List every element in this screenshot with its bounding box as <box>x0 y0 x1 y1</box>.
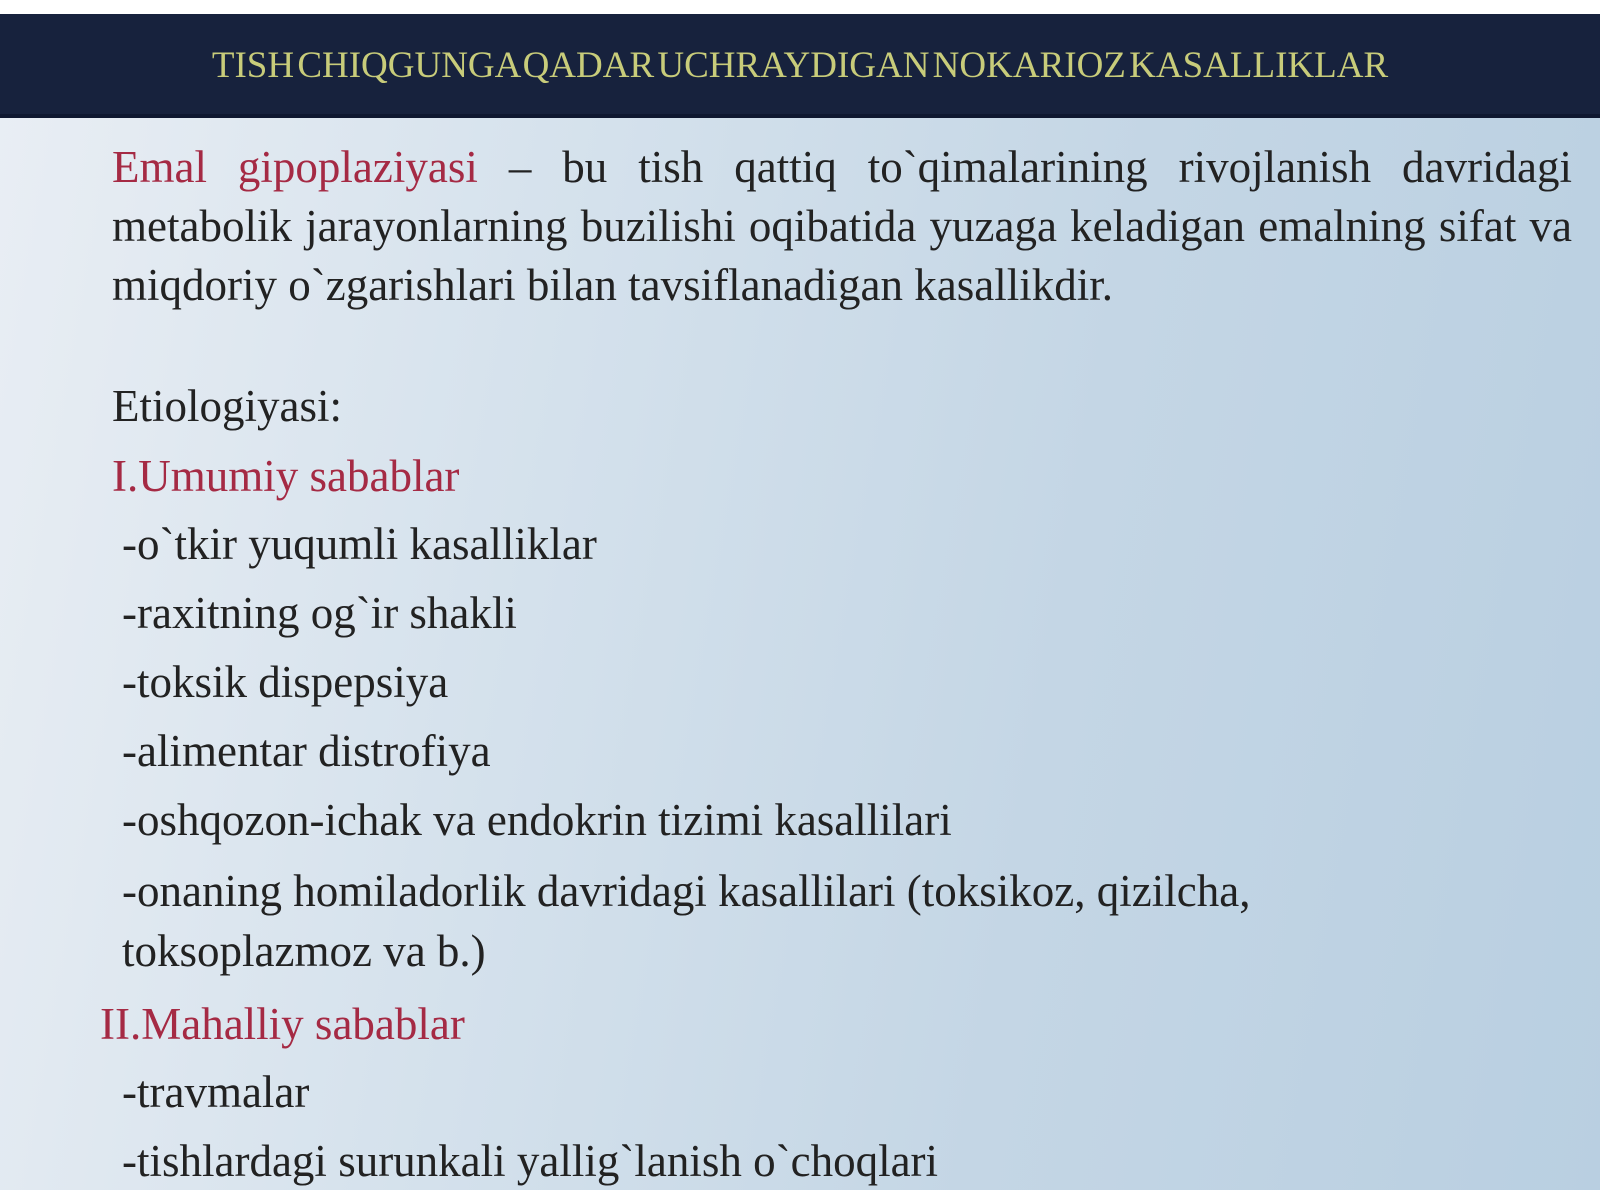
list-item: -tishlardagi surunkali yallig`lanish o`choqlari <box>122 1136 939 1186</box>
definition-term: Emal gipoplaziyasi <box>112 142 478 192</box>
list-item: -alimentar distrofiya <box>122 726 491 776</box>
slide <box>0 14 1600 1190</box>
slide-title: TISH CHIQGUNGA QADAR UCHRAYDIGAN NOKARIOZ KASALLIKLAR <box>211 44 1389 86</box>
general-causes-heading: I.Umumiy sabablar <box>112 451 460 501</box>
definition-text: – bu tish qattiq to`qimalarining rivojlanish davridagi metabolik jarayonlarning buzilishi oqibatida yuzaga keladigan emalning sifat va miqdoriy o`zgarishlari bilan tavsiflanadigan kasallikdir. <box>112 142 1572 310</box>
etiology-label: Etiologiyasi: <box>112 381 342 431</box>
list-item: -onaning homiladorlik davridagi kasallilari (toksikoz, qizilcha, toksoplazmoz va b.) <box>122 866 1251 976</box>
list-item: -travmalar <box>122 1067 310 1117</box>
definition-paragraph <box>112 138 1572 315</box>
local-causes-list <box>122 1064 938 1190</box>
general-causes-list <box>122 516 1482 994</box>
list-item: -raxitning og`ir shakli <box>122 588 517 638</box>
local-causes-heading: II.Mahalliy sabablar <box>100 999 465 1049</box>
slide-content <box>0 118 1600 1190</box>
list-item: -toksik dispepsiya <box>122 657 449 707</box>
list-item: -oshqozon-ichak va endokrin tizimi kasallilari <box>122 795 952 845</box>
title-bar <box>0 14 1600 118</box>
list-item: -o`tkir yuqumli kasalliklar <box>122 519 597 569</box>
